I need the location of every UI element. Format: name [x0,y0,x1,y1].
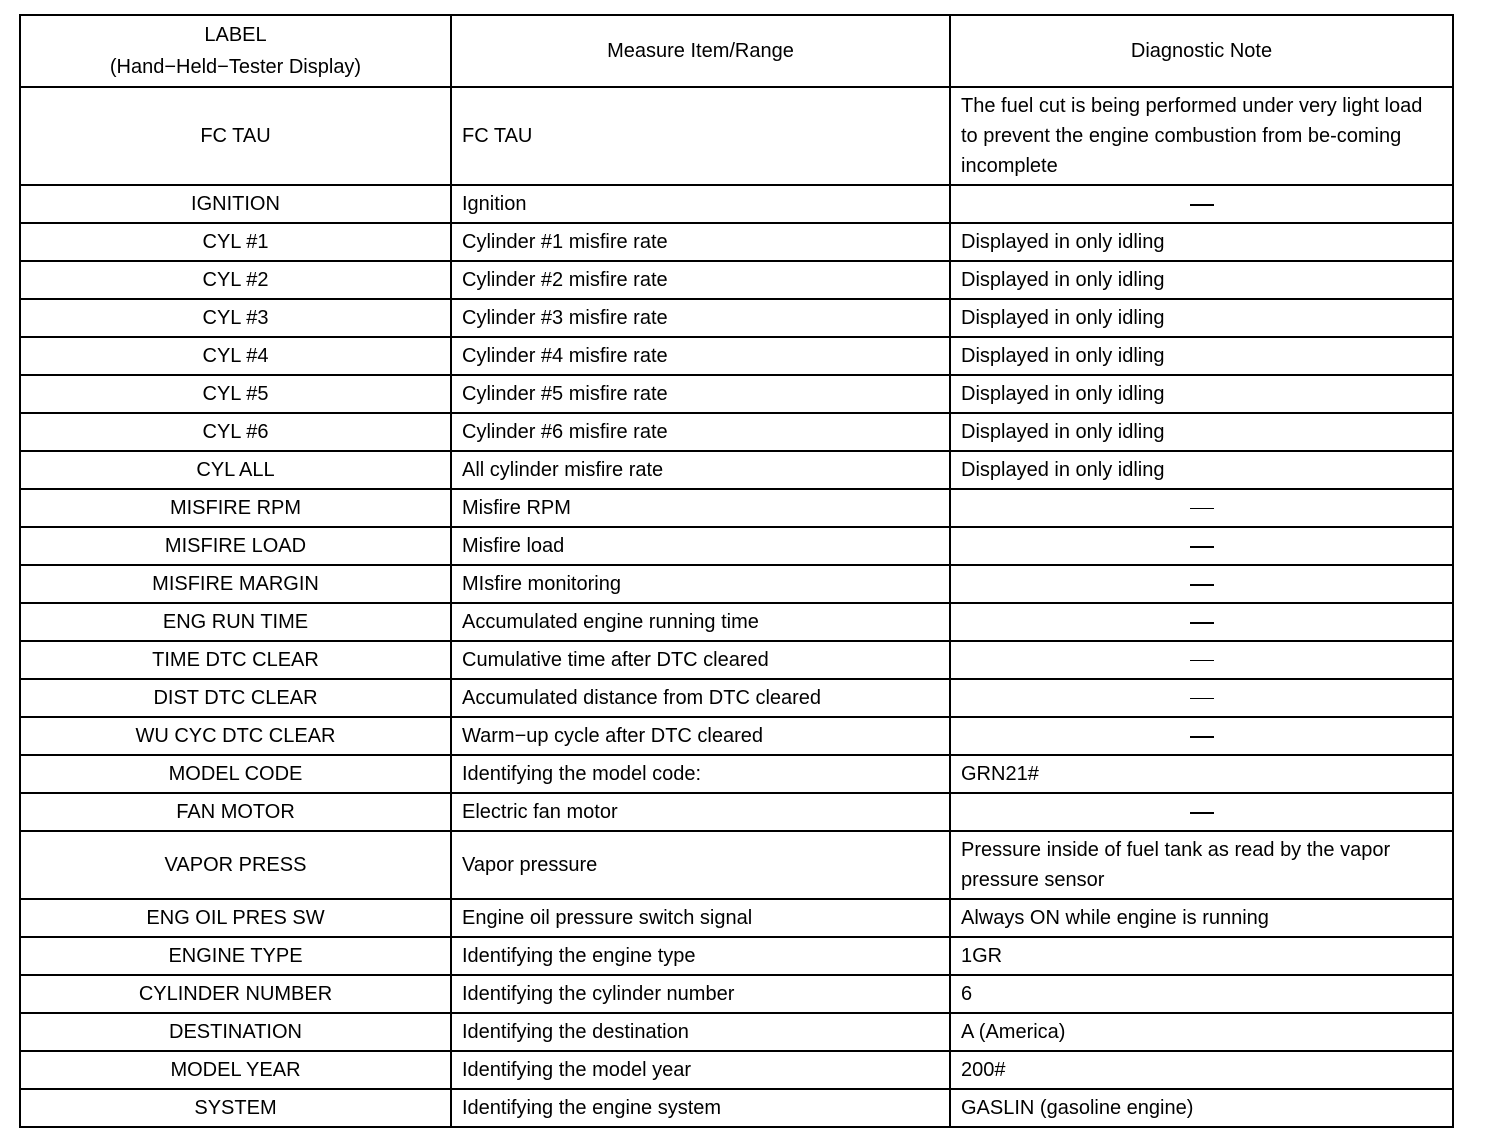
row-note-empty [950,717,1453,755]
table-row [20,527,1453,565]
table-row [20,641,1453,679]
row-note: The fuel cut is being performed under very light load to prevent the engine combustion from be-coming incomplete [950,87,1453,185]
row-note: 6 [950,975,1453,1013]
table-row [20,831,1453,899]
row-label: MODEL CODE [20,755,451,793]
row-measure: All cylinder misfire rate [451,451,950,489]
diagnostic-data-table [19,14,1454,1128]
row-measure: Misfire load [451,527,950,565]
row-label: CYL #4 [20,337,451,375]
table-row [20,937,1453,975]
row-note: 1GR [950,937,1453,975]
row-label: MODEL YEAR [20,1051,451,1089]
row-note: Displayed in only idling [950,261,1453,299]
row-measure: Identifying the engine system [451,1089,950,1127]
row-label: TIME DTC CLEAR [20,641,451,679]
row-label: MISFIRE MARGIN [20,565,451,603]
row-label: ENG OIL PRES SW [20,899,451,937]
row-label: ENGINE TYPE [20,937,451,975]
row-label: FC TAU [20,87,451,185]
dash-icon [1190,736,1214,738]
table-row [20,261,1453,299]
row-label: SYSTEM [20,1089,451,1127]
row-note: Displayed in only idling [950,375,1453,413]
table-row [20,337,1453,375]
row-label: CYL ALL [20,451,451,489]
row-note-empty [950,185,1453,223]
row-measure: Identifying the cylinder number [451,975,950,1013]
table-row [20,1013,1453,1051]
row-label: VAPOR PRESS [20,831,451,899]
row-note: Displayed in only idling [950,337,1453,375]
row-measure: Accumulated distance from DTC cleared [451,679,950,717]
row-note-empty [950,565,1453,603]
row-measure: Accumulated engine running time [451,603,950,641]
row-label: IGNITION [20,185,451,223]
row-measure: Cylinder #4 misfire rate [451,337,950,375]
row-measure: Cumulative time after DTC cleared [451,641,950,679]
row-label: WU CYC DTC CLEAR [20,717,451,755]
row-label: CYL #3 [20,299,451,337]
row-label: MISFIRE LOAD [20,527,451,565]
table-row [20,755,1453,793]
row-note-empty [950,793,1453,831]
table-row [20,299,1453,337]
table-row [20,717,1453,755]
column-header-measure: Measure Item/Range [451,15,950,87]
row-measure: Identifying the engine type [451,937,950,975]
dash-icon [1190,812,1214,814]
label-header-line1: LABEL [204,24,267,46]
row-label: CYLINDER NUMBER [20,975,451,1013]
row-note: Displayed in only idling [950,299,1453,337]
row-note: GRN21# [950,755,1453,793]
row-measure: Electric fan motor [451,793,950,831]
row-measure: Identifying the destination [451,1013,950,1051]
row-note: Always ON while engine is running [950,899,1453,937]
dash-icon [1190,584,1214,586]
table-header-row [20,15,1453,87]
row-note-empty [950,679,1453,717]
row-note: A (America) [950,1013,1453,1051]
dash-icon [1190,698,1214,699]
table-row [20,223,1453,261]
dash-icon [1190,622,1214,624]
row-measure: FC TAU [451,87,950,185]
row-note: GASLIN (gasoline engine) [950,1089,1453,1127]
row-measure: Engine oil pressure switch signal [451,899,950,937]
dash-icon [1190,508,1214,509]
table-row [20,185,1453,223]
table-row [20,603,1453,641]
table-row [20,87,1453,185]
table-row [20,899,1453,937]
table-row [20,565,1453,603]
label-header-line2: (Hand−Held−Tester Display) [109,56,362,78]
row-label: MISFIRE RPM [20,489,451,527]
row-measure: Ignition [451,185,950,223]
row-measure: Vapor pressure [451,831,950,899]
row-note: Displayed in only idling [950,451,1453,489]
row-note-empty [950,603,1453,641]
row-label: CYL #5 [20,375,451,413]
row-measure: Identifying the model code: [451,755,950,793]
row-label: CYL #1 [20,223,451,261]
column-header-label [20,15,451,87]
column-header-note: Diagnostic Note [950,15,1453,87]
row-note-empty [950,489,1453,527]
dash-icon [1190,660,1214,661]
row-label: CYL #6 [20,413,451,451]
table-row [20,375,1453,413]
row-measure: Misfire RPM [451,489,950,527]
row-label: DIST DTC CLEAR [20,679,451,717]
table-row [20,1089,1453,1127]
row-measure: Cylinder #6 misfire rate [451,413,950,451]
row-label: DESTINATION [20,1013,451,1051]
dash-icon [1190,204,1214,206]
row-note-empty [950,641,1453,679]
row-note-empty [950,527,1453,565]
row-label: CYL #2 [20,261,451,299]
row-measure: Cylinder #3 misfire rate [451,299,950,337]
table-row [20,489,1453,527]
row-measure: MIsfire monitoring [451,565,950,603]
row-label: ENG RUN TIME [20,603,451,641]
row-note: Displayed in only idling [950,223,1453,261]
table-row [20,679,1453,717]
table-row [20,413,1453,451]
row-label: FAN MOTOR [20,793,451,831]
table-row [20,1051,1453,1089]
row-measure: Cylinder #5 misfire rate [451,375,950,413]
row-measure: Cylinder #1 misfire rate [451,223,950,261]
table-row [20,793,1453,831]
table-row [20,451,1453,489]
row-measure: Cylinder #2 misfire rate [451,261,950,299]
row-note: Displayed in only idling [950,413,1453,451]
row-note: Pressure inside of fuel tank as read by the vapor pressure sensor [950,831,1453,899]
dash-icon [1190,546,1214,548]
table-row [20,975,1453,1013]
row-measure: Warm−up cycle after DTC cleared [451,717,950,755]
row-measure: Identifying the model year [451,1051,950,1089]
row-note: 200# [950,1051,1453,1089]
